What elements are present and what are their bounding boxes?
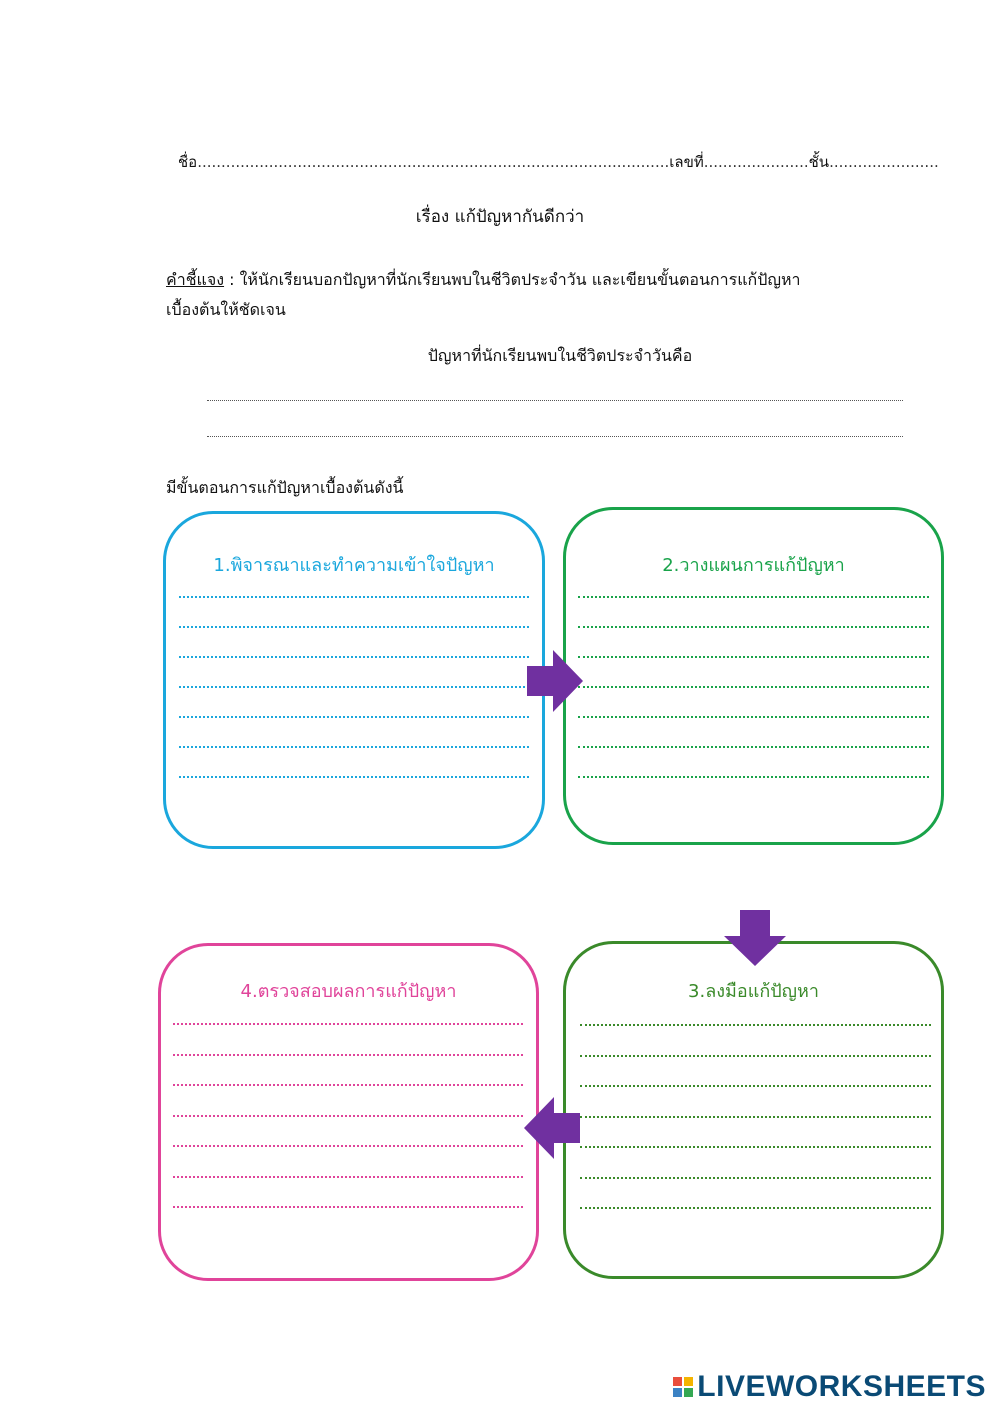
step-1-answer-line[interactable] — [179, 776, 529, 778]
instruction-label: คำชี้แจง — [166, 270, 225, 289]
step-1-answer-line[interactable] — [179, 596, 529, 598]
arrow-right-icon — [527, 650, 583, 712]
step-1-answer-line[interactable] — [179, 686, 529, 688]
step-4-answer-line[interactable] — [173, 1206, 523, 1208]
name-label: ชื่อ — [178, 153, 198, 171]
brand-text: LIVEWORKSHEETS — [697, 1370, 986, 1403]
step-3-answer-line[interactable] — [580, 1146, 931, 1148]
step-1-answer-line[interactable] — [179, 716, 529, 718]
step-1-answer-line[interactable] — [179, 746, 529, 748]
step-2-answer-line[interactable] — [578, 776, 929, 778]
header-line — [178, 150, 939, 174]
page-title: เรื่อง แก้ปัญหากันดีกว่า — [415, 207, 585, 227]
step-3-answer-line[interactable] — [580, 1177, 931, 1179]
step-4-answer-line[interactable] — [173, 1084, 523, 1086]
steps-heading: มีขั้นตอนการแก้ปัญหาเบื้องต้นดังนี้ — [166, 478, 404, 497]
step-2-box — [563, 507, 944, 845]
step-4-answer-line[interactable] — [173, 1176, 523, 1178]
step-4-answer-line[interactable] — [173, 1115, 523, 1117]
step-4-answer-line[interactable] — [173, 1054, 523, 1056]
name-field[interactable]: ................................................................................................... — [197, 153, 670, 171]
step-3-answer-line[interactable] — [580, 1207, 931, 1209]
step-3-answer-line[interactable] — [580, 1085, 931, 1087]
step-2-answer-line[interactable] — [578, 596, 929, 598]
problem-answer-line-2[interactable] — [207, 436, 903, 437]
arrow-left-icon — [524, 1097, 580, 1159]
class-label: ชั้น — [808, 153, 830, 171]
arrow-down-icon — [724, 910, 786, 966]
step-2-answer-line[interactable] — [578, 626, 929, 628]
step-4-title: 4.ตรวจสอบผลการแก้ปัญหา — [240, 981, 457, 1002]
step-2-answer-line[interactable] — [578, 686, 929, 688]
step-2-answer-line[interactable] — [578, 656, 929, 658]
number-field[interactable]: ...................... — [703, 153, 809, 171]
step-3-answer-line[interactable] — [580, 1055, 931, 1057]
step-4-box — [158, 943, 539, 1281]
instruction-separator: : — [224, 270, 240, 289]
problem-question: ปัญหาที่นักเรียนพบในชีวิตประจำวันคือ — [427, 346, 693, 365]
problem-answer-line-1[interactable] — [207, 400, 903, 401]
step-3-box — [563, 941, 944, 1279]
number-label: เลขที่ — [669, 153, 704, 171]
footer-brand — [673, 1370, 986, 1404]
step-3-title: 3.ลงมือแก้ปัญหา — [688, 981, 819, 1002]
step-3-answer-line[interactable] — [580, 1116, 931, 1118]
step-2-answer-line[interactable] — [578, 746, 929, 748]
step-3-answer-line[interactable] — [580, 1024, 931, 1026]
step-2-title: 2.วางแผนการแก้ปัญหา — [662, 555, 845, 576]
step-1-answer-line[interactable] — [179, 626, 529, 628]
step-1-title: 1.พิจารณาและทำความเข้าใจปัญหา — [213, 555, 495, 576]
instruction-text-1: ให้นักเรียนบอกปัญหาที่นักเรียนพบในชีวิตประจำวัน และเขียนขั้นตอนการแก้ปัญหา — [239, 270, 801, 289]
instruction — [166, 265, 886, 325]
step-1-answer-line[interactable] — [179, 656, 529, 658]
liveworksheets-logo-icon — [673, 1377, 693, 1397]
instruction-text-2: เบื้องต้นให้ชัดเจน — [166, 300, 286, 319]
step-4-answer-line[interactable] — [173, 1145, 523, 1147]
step-4-answer-line[interactable] — [173, 1023, 523, 1025]
class-field[interactable]: ....................... — [829, 153, 939, 171]
step-2-answer-line[interactable] — [578, 716, 929, 718]
step-1-box — [163, 511, 545, 849]
